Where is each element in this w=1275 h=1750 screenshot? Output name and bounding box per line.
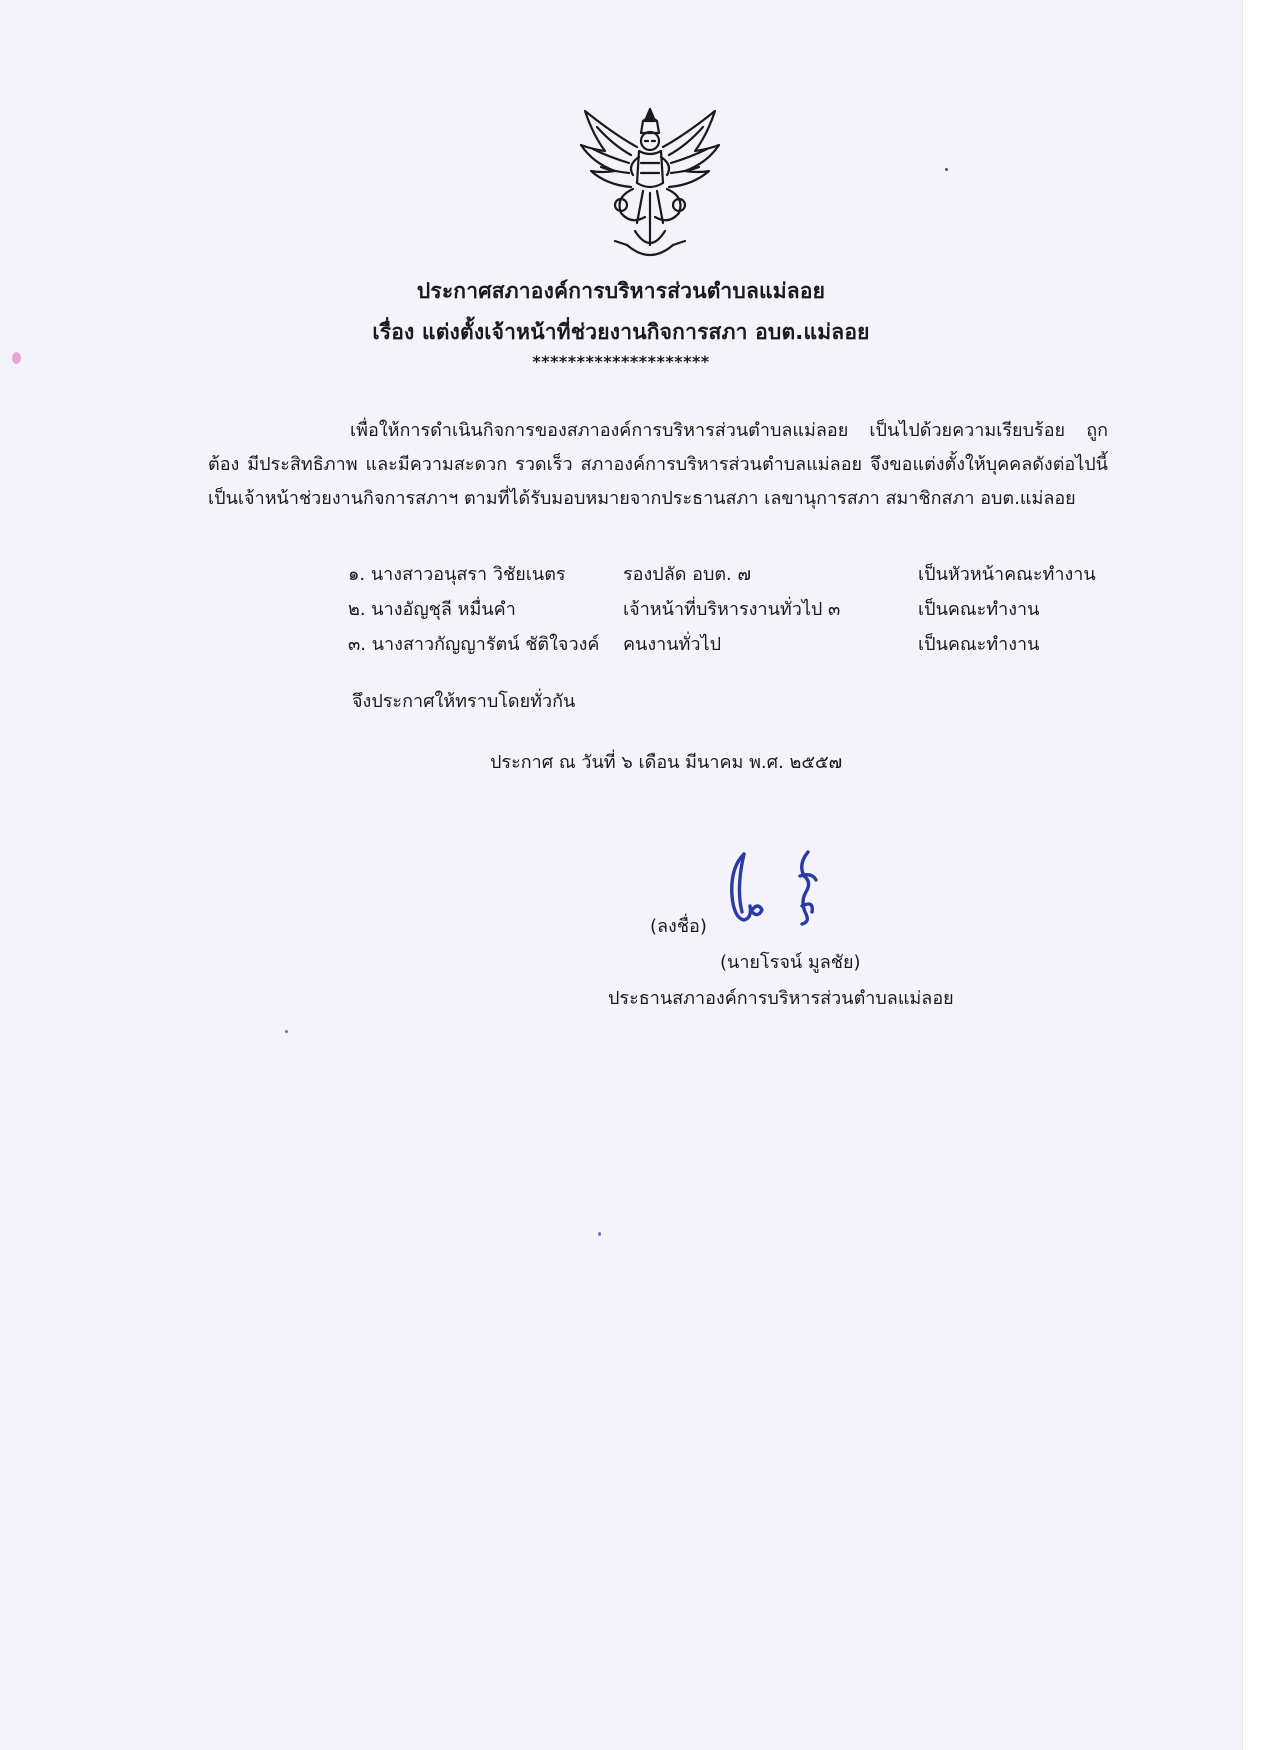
closing-statement: จึงประกาศให้ทราบโดยทั่วกัน (352, 691, 576, 712)
garuda-emblem (575, 105, 725, 265)
handwritten-signature (722, 848, 832, 933)
member-role: เป็นคณะทำงาน (918, 634, 1040, 655)
member-role: เป็นคณะทำงาน (918, 599, 1040, 620)
scan-mark (12, 352, 21, 364)
signature-label: (ลงชื่อ) (650, 916, 707, 937)
title-separator: ******************** (532, 352, 710, 371)
member-name: ๓. นางสาวกัญญารัตน์ ชัติใจวงค์ (348, 634, 600, 655)
announcement-title: ประกาศสภาองค์การบริหารส่วนตำบลแม่ลอย (416, 279, 826, 303)
member-role: เป็นหัวหน้าคณะทำงาน (918, 564, 1096, 585)
member-position: รองปลัด อบต. ๗ (623, 564, 752, 585)
announcement-subject: เรื่อง แต่งตั้งเจ้าหน้าที่ช่วยงานกิจการสภา อบต.แม่ลอย (372, 320, 870, 344)
scan-mark (285, 1030, 288, 1033)
scan-mark (945, 168, 948, 171)
member-name: ๒. นางอัญชุลี หมื่นคำ (348, 599, 516, 620)
member-row (348, 593, 1110, 627)
scan-mark (598, 1232, 601, 1236)
page-margin (1242, 0, 1275, 1750)
body-paragraph-text: เพื่อให้การดำเนินกิจการของสภาองค์การบริหารส่วนตำบลแม่ลอย เป็นไปด้วยความเรียบร้อย ถูกต้อง มีประสิทธิภาพ และมีความสะดวก รวดเร็ว สภาองค์การบริหารส่วนตำบลแม่ลอย จึงขอแต่งตั้งให้บุคคลดังต่อไปนี้ เป็นเจ้าหน้าช่วยงานกิจการสภาฯ ตามที่ได้รับมอบหมายจากประธานสภา เลขานุการสภา สมาชิกสภา อบต.แม่ลอย (208, 420, 1108, 509)
member-row (348, 628, 1110, 662)
announcement-date: ประกาศ ณ วันที่ ๖ เดือน มีนาคม พ.ศ. ๒๕๕๗ (490, 752, 843, 773)
member-name: ๑. นางสาวอนุสรา วิชัยเนตร (348, 564, 566, 585)
member-row (348, 558, 1110, 592)
signer-name: (นายโรจน์ มูลชัย) (720, 952, 861, 973)
body-paragraph (208, 414, 1108, 516)
signer-title: ประธานสภาองค์การบริหารส่วนตำบลแม่ลอย (608, 988, 954, 1009)
member-position: เจ้าหน้าที่บริหารงานทั่วไป ๓ (623, 599, 841, 620)
member-position: คนงานทั่วไป (623, 634, 721, 655)
